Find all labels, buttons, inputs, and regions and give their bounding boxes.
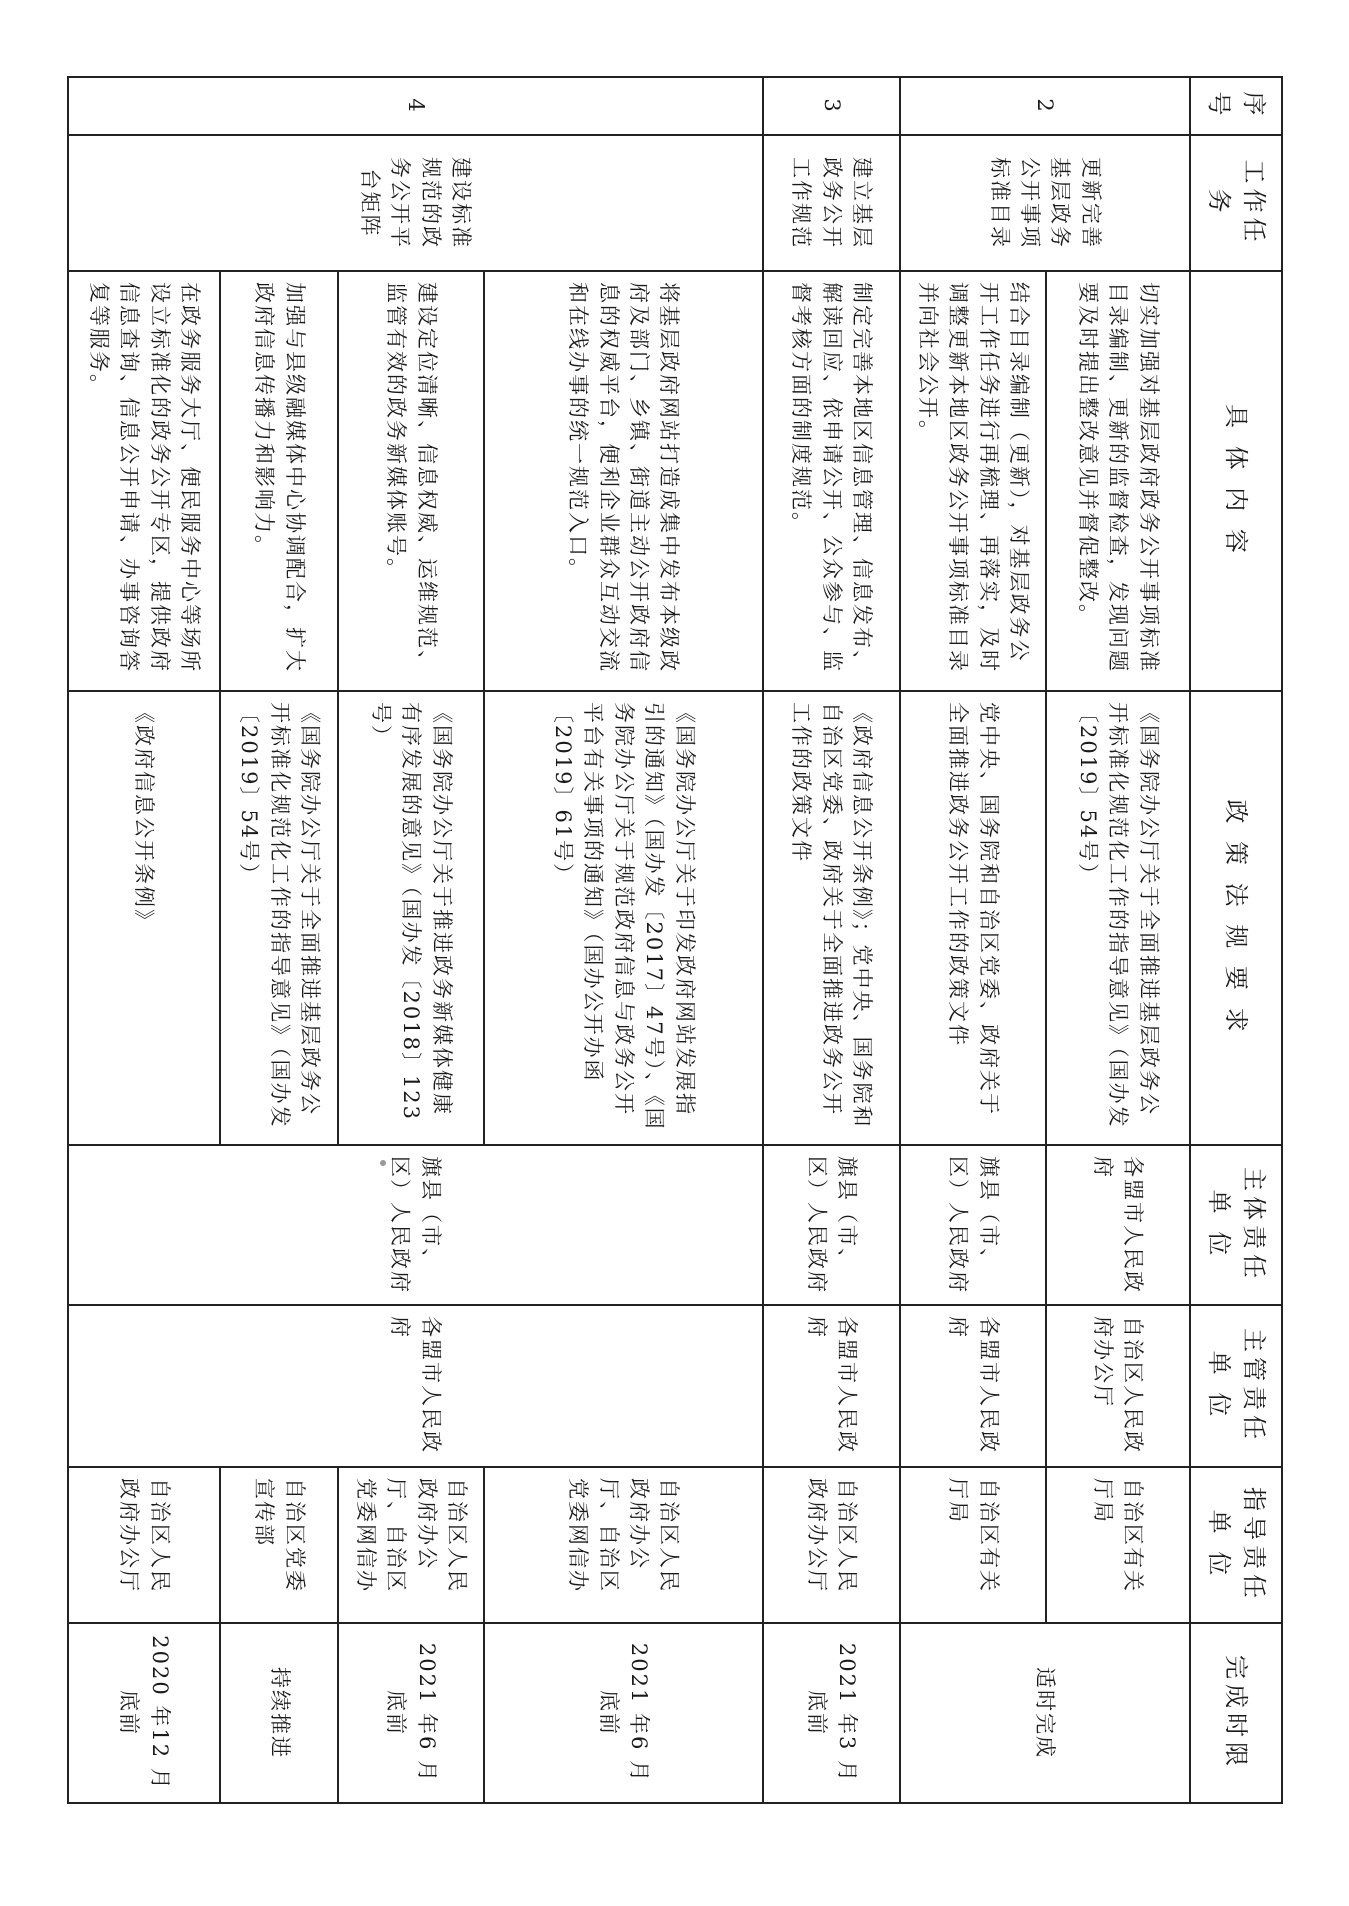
table-row <box>1046 77 1190 1803</box>
row-number: 4 <box>68 77 763 135</box>
row-policy: 《国务院办公厅关于全面推进基层政务公开标准化规范化工作的指导意见》（国办发〔2019〕54号） <box>1046 691 1190 1145</box>
row-policy: 《国务院办公厅关于印发政府网站发展指引的通知》（国办发〔2017〕47号）、《国务院办公厅关于规范政府信息与政务公开平台有关事项的通知》（国办公开办函〔2019〕61号） <box>484 691 763 1145</box>
rotated-table-container <box>67 76 1283 1802</box>
row-content: 结合目录编制（更新），对基层政务公开工作任务进行再梳理、再落实，及时调整更新本地区政务公开事项标准目录并向社会公开。 <box>900 271 1046 691</box>
table-row <box>220 77 338 1803</box>
row-deadline: 2021 年6 月底前 <box>484 1623 763 1803</box>
table-row <box>484 77 763 1803</box>
table-row <box>900 77 1046 1803</box>
row-content: 加强与县级融媒体中心协调配合，扩大政府信息传播力和影响力。 <box>220 271 338 691</box>
row-policy: 《政府信息公开条例》；党中央、国务院和自治区党委、政府关于全面推进政务公开工作的政策文件 <box>763 691 900 1145</box>
row-manager-unit: 各盟市人民政府 <box>900 1305 1046 1467</box>
row-guide-unit: 自治区有关厅局 <box>900 1467 1046 1623</box>
table-row <box>763 77 900 1803</box>
table-row <box>68 77 220 1803</box>
row-subject-unit: 各盟市人民政府 <box>1046 1145 1190 1305</box>
row-content: 将基层政府网站打造成集中发布本级政府及部门、乡镇、街道主动公开政府信息的权威平台，便利企业群众互动交流和在线办事的统一规范入口。 <box>484 271 763 691</box>
row-guide-unit: 自治区人民政府办公厅、自治区党委网信办 <box>338 1467 484 1623</box>
row-guide-unit: 自治区人民政府办公厅、自治区党委网信办 <box>484 1467 763 1623</box>
row-deadline: 2021 年6 月底前 <box>338 1623 484 1803</box>
row-guide-unit: 自治区党委宣传部 <box>220 1467 338 1623</box>
row-guide-unit: 自治区人民政府办公厅 <box>68 1467 220 1623</box>
header-row <box>1190 77 1282 1803</box>
task-table <box>67 76 1283 1804</box>
row-manager-unit: 自治区人民政府办公厅 <box>1046 1305 1190 1467</box>
header-manager-unit: 主管责任单 位 <box>1190 1305 1282 1467</box>
row-number: 2 <box>900 77 1189 135</box>
row-policy: 《国务院办公厅关于推进政务新媒体健康有序发展的意见》（国办发〔2018〕123号） <box>338 691 484 1145</box>
header-task: 工作任务 <box>1190 135 1282 271</box>
row-policy: 《国务院办公厅关于全面推进基层政务公开标准化规范化工作的指导意见》（国办发〔2019〕54号） <box>220 691 338 1145</box>
row-task: 建设标准规范的政务公开平台矩阵 <box>68 135 763 271</box>
header-guide-unit: 指导责任单 位 <box>1190 1467 1282 1623</box>
header-policy: 政 策 法 规 要 求 <box>1190 691 1282 1145</box>
row-task: 建立基层政务公开工作规范 <box>763 135 900 271</box>
row-guide-unit: 自治区有关厅局 <box>1046 1467 1190 1623</box>
row-deadline: 2020 年12 月底前 <box>68 1623 220 1803</box>
header-content: 具 体 内 容 <box>1190 271 1282 691</box>
row-subject-unit: 旗县（市、区）人民政府 <box>900 1145 1046 1305</box>
row-task: 更新完善基层政务公开事项标准目录 <box>900 135 1189 271</box>
row-policy: 《政府信息公开条例》 <box>68 691 220 1145</box>
row-subject-unit: 旗县（市、区）人民政府 <box>68 1145 763 1305</box>
row-content: 在政务服务大厅、便民服务中心等场所设立标准化的政务公开专区，提供政府信息查询、信息公开申请、办事咨询答复等服务。 <box>68 271 220 691</box>
header-subject-unit: 主体责任单 位 <box>1190 1145 1282 1305</box>
row-deadline: 适时完成 <box>900 1623 1189 1803</box>
row-content: 制定完善本地区信息管理、信息发布、解读回应、依申请公开、公众参与、监督考核方面的制度规范。 <box>763 271 900 691</box>
row-deadline: 2021 年3 月底前 <box>763 1623 900 1803</box>
header-no: 序号 <box>1190 77 1282 135</box>
row-manager-unit: 各盟市人民政府 <box>763 1305 900 1467</box>
row-number: 3 <box>763 77 900 135</box>
table-row <box>338 77 484 1803</box>
row-manager-unit: 各盟市人民政府 <box>68 1305 763 1467</box>
row-guide-unit: 自治区人民政府办公厅 <box>763 1467 900 1623</box>
row-subject-unit: 旗县（市、区）人民政府 <box>763 1145 900 1305</box>
row-policy: 党中央、国务院和自治区党委、政府关于全面推进政务公开工作的政策文件 <box>900 691 1046 1145</box>
row-deadline: 持续推进 <box>220 1623 338 1803</box>
scan-speck <box>380 1160 386 1166</box>
row-content: 切实加强对基层政府政务公开事项标准目录编制、更新的监督检查，发现问题要及时提出整改意见并督促整改。 <box>1046 271 1190 691</box>
row-content: 建设定位清晰、信息权威、运维规范、监管有效的政务新媒体账号。 <box>338 271 484 691</box>
header-deadline: 完成时限 <box>1190 1623 1282 1803</box>
